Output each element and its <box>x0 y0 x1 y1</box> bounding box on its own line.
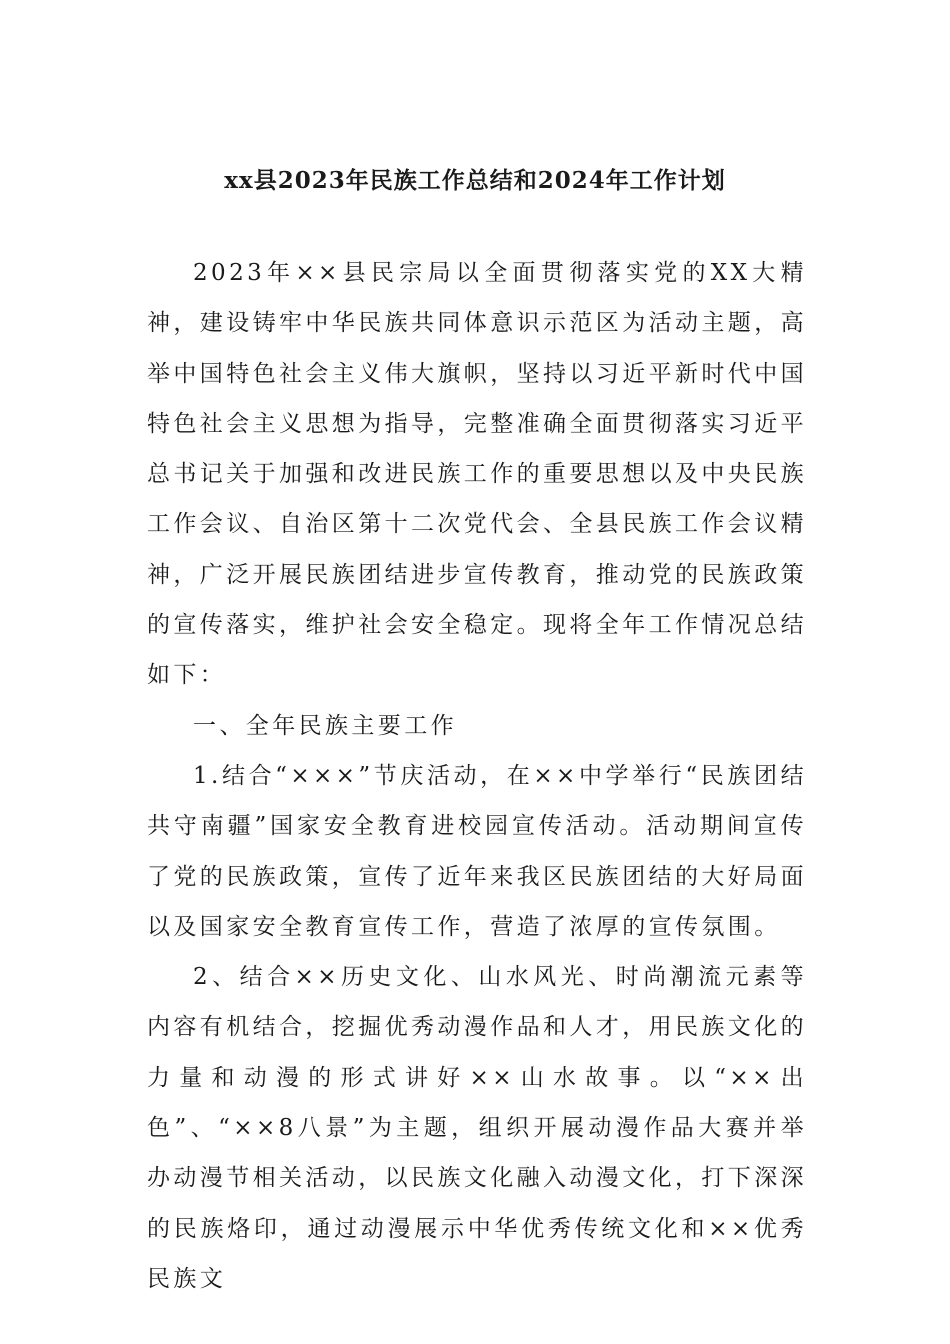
document-body <box>147 248 807 1304</box>
document-title: xx县2023年民族工作总结和2024年工作计划 <box>224 167 726 194</box>
section-heading-main-work: 一、全年民族主要工作 <box>193 712 457 739</box>
paragraph-intro: 2023年××县民宗局以全面贯彻落实党的XX大精神，建设铸牢中华民族共同体意识示范区为活动主题，高举中国特色社会主义伟大旗帜，坚持以习近平新时代中国特色社会主义思想为指导，完整准确全面贯彻落实习近平总书记关于加强和改进民族工作的重要思想以及中央民族工作会议、自治区第十二次党代会、全县民族工作会议精神，广泛开展民族团结进步宣传教育，推动党的民族政策的宣传落实，维护社会安全稳定。现将全年工作情况总结如下： <box>147 260 807 689</box>
paragraph-item-2: 2、结合××历史文化、山水风光、时尚潮流元素等内容有机结合，挖掘优秀动漫作品和人才，用民族文化的力量和动漫的形式讲好××山水故事。以“××出色”、“××8八景”为主题，组织开展动漫作品大赛并举办动漫节相关活动，以民族文化融入动漫文化，打下深深的民族烙印，通过动漫展示中华优秀传统文化和××优秀民族文 <box>147 964 807 1292</box>
paragraph-item-1: 1.结合“×××”节庆活动，在××中学举行“民族团结共守南疆”国家安全教育进校园宣传活动。活动期间宣传了党的民族政策，宣传了近年来我区民族团结的大好局面以及国家安全教育宣传工作，营造了浓厚的宣传氛围。 <box>147 762 807 940</box>
